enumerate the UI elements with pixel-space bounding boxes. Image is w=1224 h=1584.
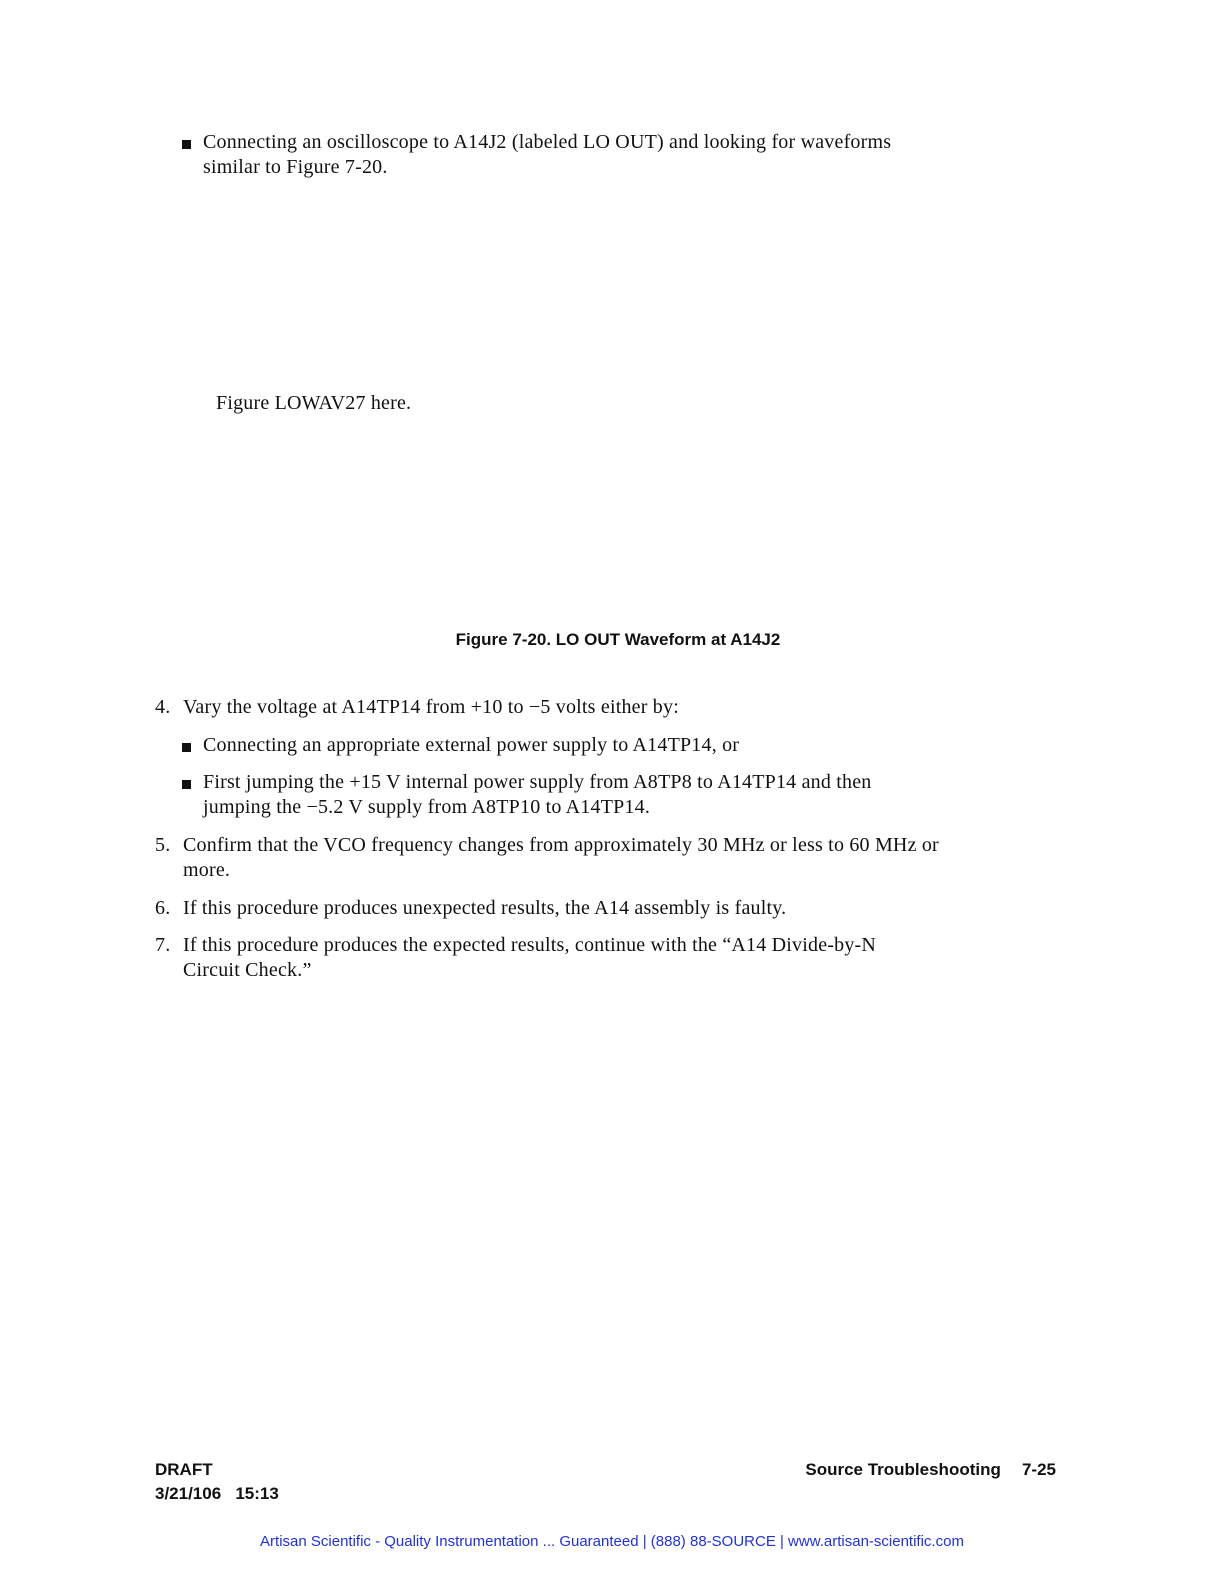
artisan-watermark: Artisan Scientific - Quality Instrumentation ... Guaranteed | (888) 88-SOURCE | www.artisan-scientific.com bbox=[260, 1533, 964, 1550]
bullet-square-icon bbox=[182, 743, 191, 752]
footer-right bbox=[700, 1458, 1056, 1482]
figure-placeholder: Figure LOWAV27 here. bbox=[216, 392, 412, 414]
intro-bullet-line1: Connecting an oscilloscope to A14J2 (labeled LO OUT) and looking for waveforms bbox=[203, 131, 892, 153]
intro-bullet-line2: similar to Figure 7-20. bbox=[203, 156, 388, 178]
step-number: 4. bbox=[155, 696, 171, 718]
sub-bullet-text: Connecting an appropriate external power supply to A14TP14, or bbox=[203, 734, 740, 756]
step-7 bbox=[155, 933, 1075, 983]
step-text-line2: more. bbox=[183, 859, 231, 881]
footer-page-number: 7-25 bbox=[1021, 1460, 1056, 1479]
step-text-line1: If this procedure produces unexpected results, the A14 assembly is faulty. bbox=[183, 897, 787, 919]
bullet-square-icon bbox=[182, 140, 191, 149]
step-6 bbox=[155, 896, 1075, 921]
step-4 bbox=[155, 695, 1075, 825]
step-text-line1: Confirm that the VCO frequency changes from approximately 30 MHz or less to 60 MHz or bbox=[183, 834, 939, 856]
sub-bullet-text-line2: jumping the −5.2 V supply from A8TP10 to A14TP14. bbox=[203, 796, 651, 818]
figure-caption: Figure 7-20. LO OUT Waveform at A14J2 bbox=[455, 630, 781, 649]
step-5 bbox=[155, 833, 1075, 883]
step-text: Vary the voltage at A14TP14 from +10 to −5 volts either by: bbox=[183, 696, 679, 718]
step-text-line2: Circuit Check.” bbox=[183, 959, 312, 981]
footer-draft: DRAFT bbox=[155, 1460, 213, 1479]
step-text-line1: If this procedure produces the expected results, continue with the “A14 Divide-by-N bbox=[183, 934, 877, 956]
footer-section-title: Source Troubleshooting bbox=[805, 1460, 1001, 1479]
footer-date: 3/21/106 15:13 bbox=[155, 1484, 279, 1503]
step-number: 5. bbox=[155, 834, 171, 856]
bullet-square-icon bbox=[182, 780, 191, 789]
step-number: 7. bbox=[155, 934, 171, 956]
sub-bullet-text-line1: First jumping the +15 V internal power supply from A8TP8 to A14TP14 and then bbox=[203, 771, 872, 793]
step-number: 6. bbox=[155, 897, 171, 919]
